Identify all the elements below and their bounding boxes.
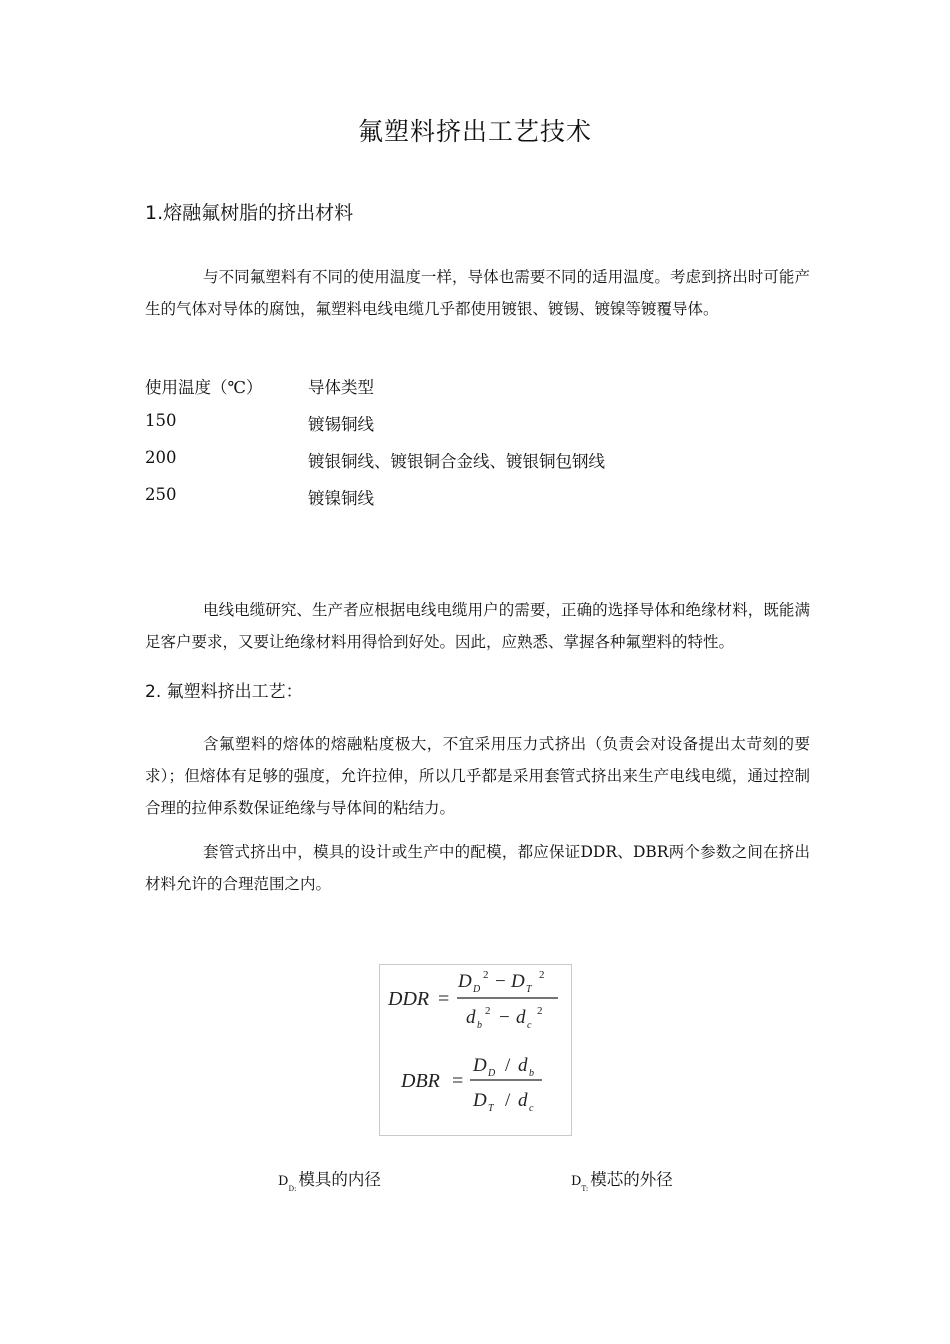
dbr-equals: =: [452, 1070, 464, 1092]
ddr-num-D: D: [458, 971, 472, 992]
section-1-intro: 与不同氟塑料有不同的使用温度一样，导体也需要不同的适用温度。考虑到挤出时可能产生的气体对导体的腐蚀，氟塑料电线电缆几乎都使用镀银、镀锡、镀镍等镀覆导体。: [145, 268, 810, 318]
ddr-den-sup-2b: 2: [537, 1005, 543, 1017]
ddr-num-sub-T: T: [526, 984, 532, 995]
ddr-num-sup-2a: 2: [483, 969, 489, 981]
ddr-den-d2: d: [516, 1007, 526, 1028]
section-1-heading: 1.熔融氟树脂的挤出材料: [145, 202, 354, 224]
table-cell-temperature: 200: [145, 448, 177, 467]
dbr-num-sub-b: b: [529, 1068, 534, 1079]
table-header-temperature: 使用温度（℃）: [145, 378, 263, 397]
ddr-num-sub-D: D: [473, 984, 481, 995]
variable-subscript: T:: [581, 1185, 589, 1193]
section-2-paragraph-2: 套管式挤出中，模具的设计或生产中的配模，都应保证DDR、DBR两个参数之间在挤出材料允许的合理范围之内。: [145, 843, 810, 893]
ddr-num-minus: −: [495, 971, 506, 992]
ddr-dbr-formula: [380, 965, 571, 1135]
ddr-den-sub-c: c: [527, 1020, 532, 1031]
table-cell-conductor: 镀银铜线、镀银铜合金线、镀银铜包钢线: [308, 452, 605, 471]
variable-definition-dt: [571, 1166, 673, 1193]
dbr-num-D: D: [473, 1055, 487, 1076]
table-cell-temperature: 150: [145, 411, 177, 430]
ddr-num-sup-2b: 2: [539, 969, 545, 981]
variable-description: 模具的内径: [298, 1170, 381, 1189]
dbr-den-slash: /: [505, 1090, 511, 1111]
ddr-den-sup-2a: 2: [485, 1005, 491, 1017]
table-cell-temperature: 250: [145, 485, 177, 504]
variable-description: 模芯的外径: [590, 1170, 673, 1189]
ddr-equals: =: [438, 988, 450, 1010]
variable-subscript: D:: [288, 1185, 297, 1193]
table-cell-conductor: 镀镍铜线: [308, 489, 374, 508]
dbr-num-slash: /: [505, 1055, 511, 1076]
dbr-num-sub-D: D: [488, 1068, 496, 1079]
variable-definition-dd: [278, 1166, 381, 1193]
dbr-den-sub-c: c: [529, 1103, 534, 1114]
page-title: 氟塑料挤出工艺技术: [357, 117, 592, 146]
table-header-conductor: 导体类型: [308, 378, 374, 397]
ddr-num-D2: D: [511, 971, 525, 992]
dbr-num-d: d: [518, 1055, 528, 1076]
dbr-den-sub-T: T: [488, 1103, 494, 1114]
ddr-den-sub-b: b: [477, 1020, 482, 1031]
ddr-label: DDR: [388, 988, 430, 1010]
section-2-heading: 2. 氟塑料挤出工艺：: [145, 682, 303, 702]
section-1-closing: 电线电缆研究、生产者应根据电线电缆用户的需要，正确的选择导体和绝缘材料，既能满足客户要求，又要让绝缘材料用得恰到好处。因此，应熟悉、掌握各种氟塑料的特性。: [145, 601, 810, 651]
dbr-den-d: d: [518, 1090, 528, 1111]
variable-symbol: D: [278, 1174, 289, 1189]
ddr-den-d: d: [466, 1007, 476, 1028]
formula-image: [379, 964, 572, 1136]
dbr-label: DBR: [401, 1070, 440, 1092]
variable-symbol: D: [571, 1174, 582, 1189]
ddr-den-minus: −: [499, 1007, 510, 1028]
section-2-paragraph-1: 含氟塑料的熔体的熔融粘度极大，不宜采用压力式挤出（负责会对设备提出太苛刻的要求）；但熔体有足够的强度，允许拉伸，所以几乎都是采用套管式挤出来生产电线电缆，通过控制合理的拉伸系数保证绝缘与导体间的粘结力。: [145, 735, 810, 817]
dbr-den-D: D: [473, 1090, 487, 1111]
table-cell-conductor: 镀锡铜线: [308, 415, 374, 434]
